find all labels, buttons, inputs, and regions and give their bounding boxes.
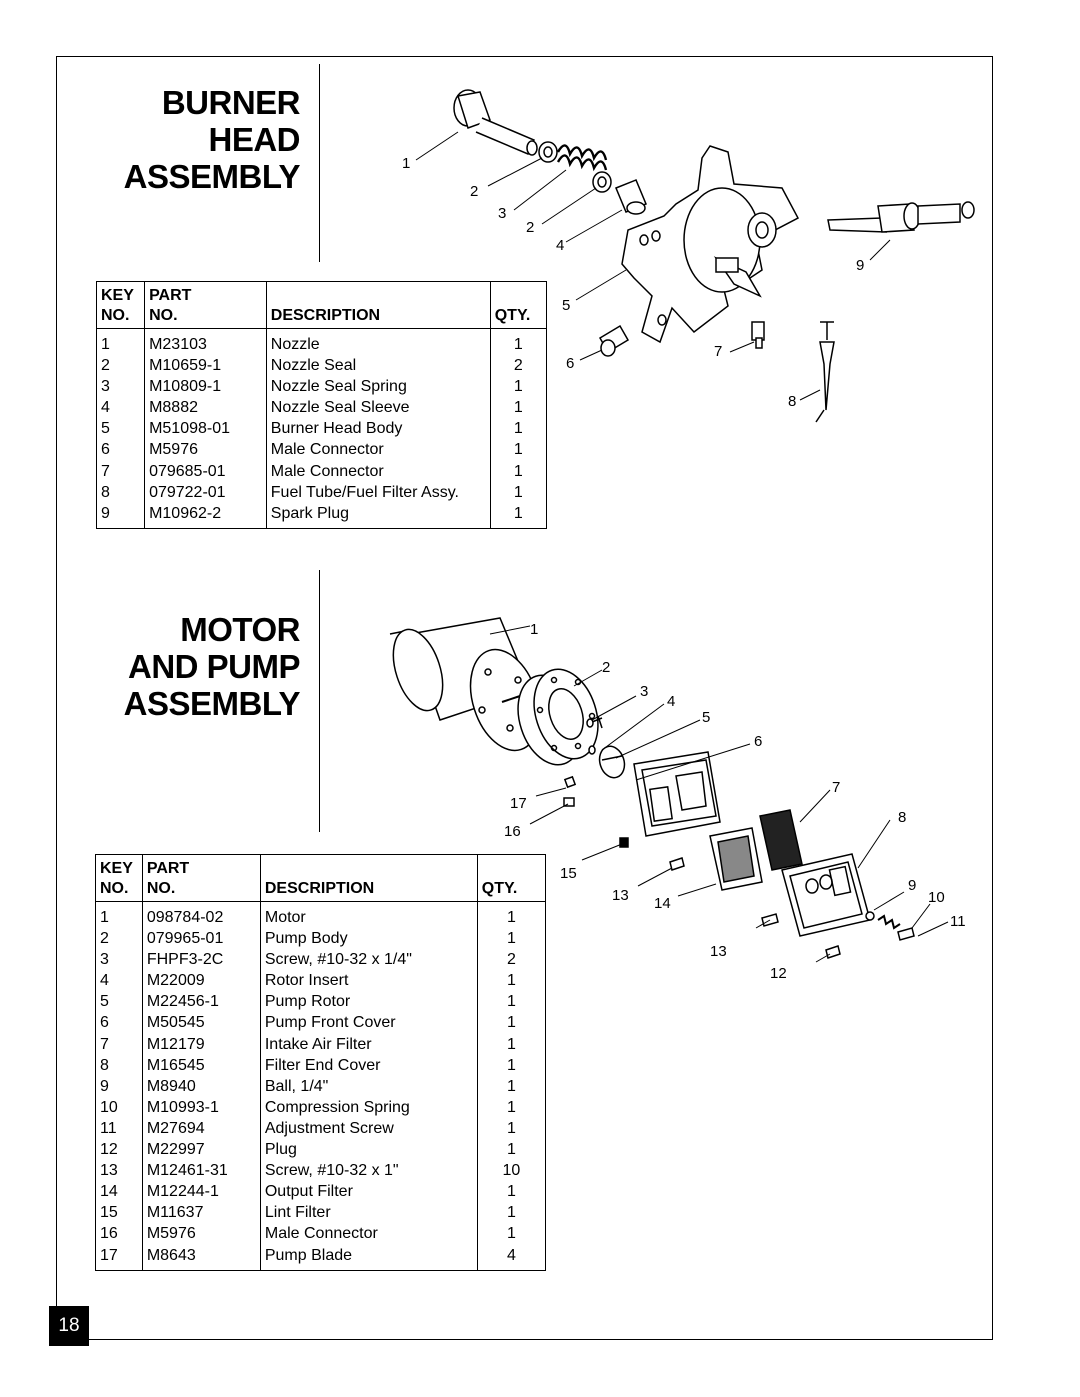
table-row <box>96 1181 546 1202</box>
table-row <box>96 1055 546 1076</box>
cell-description: Screw, #10-32 x 1/4" <box>260 949 477 970</box>
cell-part: M51098-01 <box>145 418 267 439</box>
table-row <box>97 439 547 460</box>
fuel-tube-part <box>816 322 834 422</box>
cell-qty: 1 <box>490 503 546 529</box>
cell-key: 15 <box>100 1204 118 1222</box>
table-row <box>96 991 546 1012</box>
cell-description: Motor <box>260 902 477 929</box>
cell-part: M10993-1 <box>142 1097 260 1118</box>
callout-label: 12 <box>770 965 787 982</box>
cell-part: M8940 <box>142 1076 260 1097</box>
callout-label: 17 <box>510 795 527 812</box>
cell-description: Male Connector <box>266 461 490 482</box>
cell-description: Plug <box>260 1139 477 1160</box>
cell-qty: 1 <box>490 418 546 439</box>
cell-part: 079965-01 <box>142 928 260 949</box>
cell-part: M22456-1 <box>142 991 260 1012</box>
male-connector-part <box>600 322 764 356</box>
section-divider <box>319 570 320 832</box>
cell-part: M12244-1 <box>142 1181 260 1202</box>
cell-description: Filter End Cover <box>260 1055 477 1076</box>
header-key-no: NO. <box>96 879 143 902</box>
cell-qty: 1 <box>490 376 546 397</box>
cell-qty: 1 <box>477 1202 545 1223</box>
cell-key: 6 <box>101 441 110 459</box>
callout-label: 2 <box>526 219 535 236</box>
motor-title <box>124 611 300 722</box>
cell-key: 10 <box>100 1098 118 1116</box>
cell-qty: 1 <box>477 1223 545 1244</box>
header-key-no: NO. <box>97 306 145 329</box>
cell-key: 8 <box>101 483 110 501</box>
header-part-no: NO. <box>145 306 267 329</box>
nozzle-seal-sleeve-part <box>616 180 646 214</box>
cell-qty: 1 <box>477 1076 545 1097</box>
cell-part: FHPF3-2C <box>142 949 260 970</box>
cell-key: 7 <box>100 1035 109 1053</box>
cell-part: M10659-1 <box>145 355 267 376</box>
cell-part: 079685-01 <box>145 461 267 482</box>
cell-description: Output Filter <box>260 1181 477 1202</box>
cell-qty: 1 <box>490 482 546 503</box>
cell-key: 12 <box>100 1141 118 1159</box>
table-row <box>97 503 547 529</box>
callout-label: 6 <box>566 355 575 372</box>
cell-key: 6 <box>100 1014 109 1032</box>
cell-part: M22997 <box>142 1139 260 1160</box>
callout-label: 4 <box>556 237 565 254</box>
cell-description: Pump Body <box>260 928 477 949</box>
cell-key: 4 <box>101 399 110 417</box>
cell-qty: 10 <box>477 1160 545 1181</box>
cell-part: M12461-31 <box>142 1160 260 1181</box>
cell-key: 1 <box>100 909 109 926</box>
cell-key: 13 <box>100 1162 118 1180</box>
table-row <box>97 461 547 482</box>
cell-description: Compression Spring <box>260 1097 477 1118</box>
cell-part: M16545 <box>142 1055 260 1076</box>
cell-qty: 1 <box>477 1139 545 1160</box>
callout-label: 13 <box>710 943 727 960</box>
callout-label: 14 <box>654 895 671 912</box>
callout-label: 13 <box>612 887 629 904</box>
cell-qty: 1 <box>477 928 545 949</box>
cell-description: Male Connector <box>260 1223 477 1244</box>
callout-label: 10 <box>928 889 945 906</box>
cell-key: 14 <box>100 1183 118 1201</box>
nozzle-seal-part <box>539 142 611 192</box>
nozzle-seal-spring-part <box>558 145 606 170</box>
cell-qty: 2 <box>490 355 546 376</box>
cell-part: 098784-02 <box>142 902 260 929</box>
header-description: DESCRIPTION <box>266 306 490 329</box>
cell-key: 2 <box>100 930 109 948</box>
motor-pump-diagram <box>370 610 980 990</box>
title-line: HEAD <box>208 121 300 158</box>
filter-end-cover-part <box>782 854 870 936</box>
cell-description: Fuel Tube/Fuel Filter Assy. <box>266 482 490 503</box>
callout-label: 3 <box>498 205 507 222</box>
cell-description: Intake Air Filter <box>260 1034 477 1055</box>
title-line: ASSEMBLY <box>123 158 300 195</box>
cell-key: 3 <box>100 951 109 969</box>
cell-key: 5 <box>100 993 109 1011</box>
cell-qty: 1 <box>477 902 545 929</box>
callout-label: 15 <box>560 865 577 882</box>
page-number: 18 <box>49 1306 89 1346</box>
callout-label: 16 <box>504 823 521 840</box>
cell-qty: 1 <box>477 1097 545 1118</box>
cell-key: 5 <box>101 420 110 438</box>
table-row <box>96 1139 546 1160</box>
cell-part: 079722-01 <box>145 482 267 503</box>
pump-front-cover-part <box>634 752 720 836</box>
header-qty: QTY. <box>477 879 545 902</box>
cell-key: 3 <box>101 378 110 396</box>
cell-description: Nozzle Seal Sleeve <box>266 397 490 418</box>
cell-qty: 1 <box>477 1181 545 1202</box>
title-line: ASSEMBLY <box>123 685 300 722</box>
cell-qty: 1 <box>477 1055 545 1076</box>
cell-part: M8882 <box>145 397 267 418</box>
callout-label: 5 <box>562 297 571 314</box>
table-row <box>96 1202 546 1223</box>
title-line: AND PUMP <box>127 648 300 685</box>
table-row <box>96 1034 546 1055</box>
cell-part: M50545 <box>142 1012 260 1033</box>
cell-description: Nozzle Seal Spring <box>266 376 490 397</box>
callout-label: 2 <box>602 659 611 676</box>
callout-label: 5 <box>702 709 711 726</box>
cell-qty: 1 <box>477 1012 545 1033</box>
callout-label: 9 <box>908 877 917 894</box>
cell-key: 1 <box>101 336 110 353</box>
cell-qty: 1 <box>490 439 546 460</box>
callout-label: 1 <box>402 155 411 172</box>
cell-key: 9 <box>101 504 110 522</box>
callout-label: 2 <box>470 183 479 200</box>
table-row <box>96 1012 546 1033</box>
callout-label: 7 <box>832 779 841 796</box>
callout-label: 7 <box>714 343 723 360</box>
cell-key: 8 <box>100 1056 109 1074</box>
cell-key: 4 <box>100 972 109 990</box>
pump-blade-part <box>564 798 628 847</box>
title-line: MOTOR <box>180 611 300 648</box>
cell-description: Adjustment Screw <box>260 1118 477 1139</box>
header-part-no: NO. <box>142 879 260 902</box>
cell-qty: 1 <box>490 329 546 356</box>
table-row <box>96 1076 546 1097</box>
burner-head-diagram <box>330 70 990 430</box>
header-qty: QTY. <box>490 306 546 329</box>
header-key: KEY <box>101 287 134 304</box>
cell-qty: 1 <box>477 1118 545 1139</box>
cell-qty: 2 <box>477 949 545 970</box>
cell-part: M23103 <box>145 329 267 356</box>
cell-key: 2 <box>101 357 110 375</box>
callout-label: 8 <box>898 809 907 826</box>
cell-qty: 1 <box>490 461 546 482</box>
cell-description: Spark Plug <box>266 503 490 529</box>
callout-label: 11 <box>950 913 966 930</box>
cell-key: 16 <box>100 1225 118 1243</box>
cell-key: 9 <box>100 1077 109 1095</box>
cell-qty: 1 <box>477 991 545 1012</box>
cell-qty: 1 <box>477 1034 545 1055</box>
cell-description: Screw, #10-32 x 1" <box>260 1160 477 1181</box>
cell-part: M22009 <box>142 970 260 991</box>
burner-head-body-part <box>622 146 798 342</box>
cell-qty: 1 <box>490 397 546 418</box>
table-row <box>96 1223 546 1244</box>
callout-label: 6 <box>754 733 763 750</box>
header-part: PART <box>142 855 260 880</box>
cell-part: M5976 <box>142 1223 260 1244</box>
callout-label: 4 <box>667 693 676 710</box>
title-line: BURNER <box>161 84 300 121</box>
cell-part: M10962-2 <box>145 503 267 529</box>
intake-air-filter-part <box>760 810 802 870</box>
cell-description: Burner Head Body <box>266 418 490 439</box>
cell-part: M10809-1 <box>145 376 267 397</box>
cell-key: 7 <box>101 462 110 480</box>
cell-part: M27694 <box>142 1118 260 1139</box>
table-row <box>96 1097 546 1118</box>
cell-description: Pump Rotor <box>260 991 477 1012</box>
cell-key: 17 <box>100 1246 118 1264</box>
header-key: KEY <box>100 860 133 877</box>
cell-part: M11637 <box>142 1202 260 1223</box>
callout-label: 1 <box>530 621 539 638</box>
cell-qty: 4 <box>477 1245 545 1271</box>
spark-plug-part <box>828 202 974 232</box>
cell-description: Lint Filter <box>260 1202 477 1223</box>
cell-qty: 1 <box>477 970 545 991</box>
cell-description: Pump Front Cover <box>260 1012 477 1033</box>
callout-label: 9 <box>856 257 865 274</box>
output-filter-part <box>710 828 762 890</box>
table-row <box>97 482 547 503</box>
header-description: DESCRIPTION <box>260 879 477 902</box>
cell-description: Nozzle Seal <box>266 355 490 376</box>
cell-description: Male Connector <box>266 439 490 460</box>
cell-part: M8643 <box>142 1245 260 1271</box>
header-part: PART <box>145 282 267 307</box>
callout-label: 3 <box>640 683 649 700</box>
section-divider <box>319 64 320 262</box>
table-row <box>96 1118 546 1139</box>
callout-label: 8 <box>788 393 797 410</box>
table-row <box>96 1160 546 1181</box>
cell-description: Rotor Insert <box>260 970 477 991</box>
cell-description: Pump Blade <box>260 1245 477 1271</box>
table-row <box>96 1245 546 1271</box>
cell-description: Nozzle <box>266 329 490 356</box>
cell-description: Ball, 1/4" <box>260 1076 477 1097</box>
cell-part: M5976 <box>145 439 267 460</box>
cell-key: 11 <box>100 1119 117 1137</box>
burner-title <box>124 84 300 195</box>
nozzle-part <box>454 90 537 155</box>
cell-part: M12179 <box>142 1034 260 1055</box>
